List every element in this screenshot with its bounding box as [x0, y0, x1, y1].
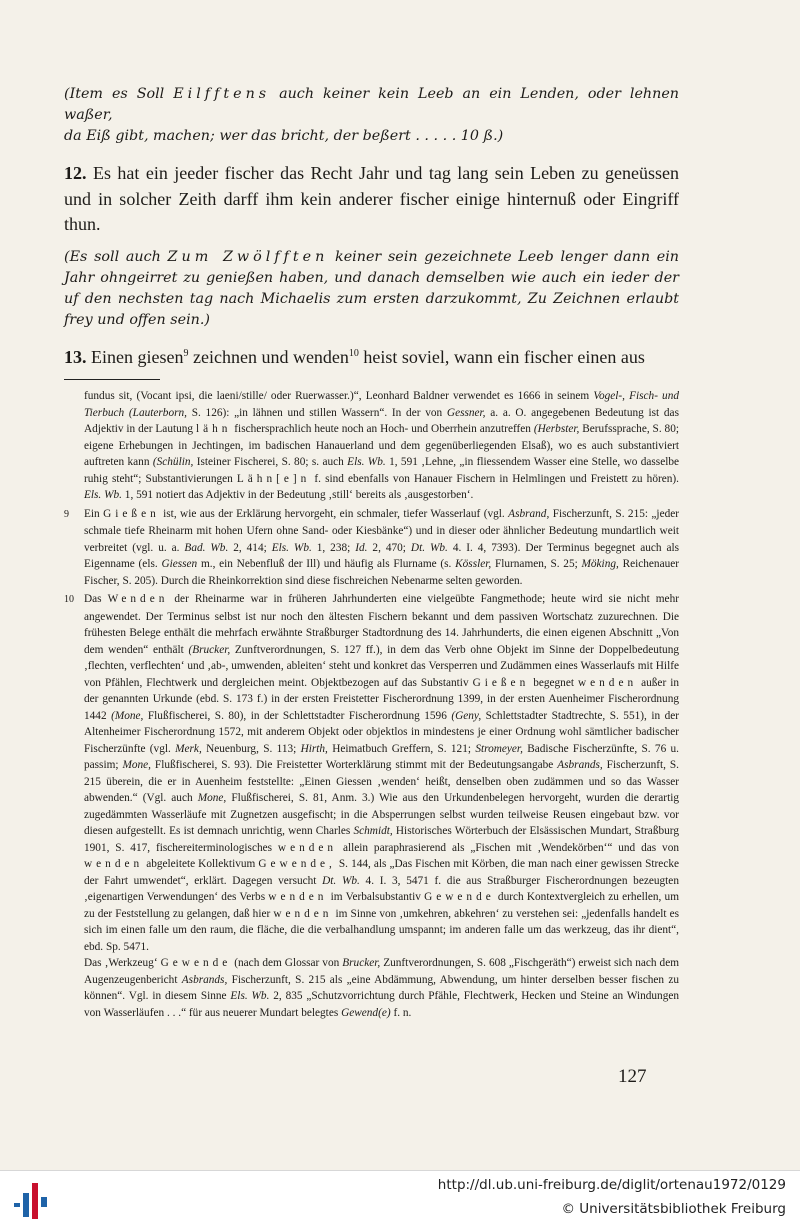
page-content — [64, 84, 679, 1021]
footnote-ref-9: 9 — [183, 347, 189, 359]
copyright-notice: © Universitätsbibliothek Freiburg — [561, 1201, 786, 1217]
footnote-9-label: 9 — [64, 508, 69, 520]
item-12-number: 12. — [64, 163, 87, 183]
footnote-ref-10: 10 — [348, 347, 359, 359]
footnote-10-label: 10 — [64, 594, 74, 605]
item-13: 13. Einen giesen$^9$ zeichnen und wenden$^{10}$ heist soviel, wann ein fischer einen aus — [64, 346, 645, 367]
viewer-footer — [0, 1170, 800, 1227]
item-11-note: (Item es Soll Eilfftens auch keiner kein Leeb an ein Lenden, oder lehnen waßer, da Eiß gibt, machen; wer das bricht, der beßert . . . . . 10 ß.) — [64, 86, 679, 144]
item-12-note: (Es soll auch Zum Zwölfften keiner sein gezeichnete Leeb lenger dann ein Jahr ohngeirret zu genießen haben, und danach demselben wie auch ein ieder der uf den nechsten tag nach Michaelis zum ersten darzukommt, Zu Zeichnen erlaubt frey und offen sein.) — [64, 248, 679, 328]
footnote-9: 9 Ein Gießen ist, wie aus der Erklärung hervorgeht, ein schmaler, tiefer Wasserlauf (vgl. Asbrand, Fischerzunft, S. 215: „jeder schmale tiefe Rheinarm mit hohen Ufern ohne Sand- oder Kiesbänke“) und in dieser oder ähnlicher Bedeutung mundartlich weit verbreitet (vgl. u. a. Bad. Wb. 2, 414; Els. Wb. 1, 238; Id. 2, 470; Dt. Wb. 4. I. 4, 7393). Der Terminus begegnet auch als Eigenname (els. Giessen m., ein Nebenfluß der Ill) und häufig als Flurname (s. Kössler, Flurnamen, S. 25; Möking, Reichenauer Fischer, S. 205). Durch die Rheinkorrektion sind diese fischreichen Nebenarme selten geworden. — [64, 507, 680, 587]
university-library-logo-icon — [14, 1181, 50, 1221]
item-13-number: 13. — [64, 346, 87, 367]
footnote-divider — [64, 379, 160, 380]
page-number: 127 — [618, 1066, 647, 1087]
footnote-10-continued: Das ‚Werkzeug‘ Gewende (nach dem Glossar von Brucker, Zunftverordnungen, S. 608 „Fischgeräth“) erweist sich nach dem Augenzeugenbericht Asbrands, Fischerzunft, S. 215 als „eine Abdämmung, Abwendung, um hinter derselben besser fischen zu können“. Vgl. in diesem Sinne Els. Wb. 2, 835 „Schutzvorrichtung durch Pfähle, Flechtwerk, Hecken und Steine an Windungen von Wasserläufen . . .“ für aus neuerer Mundart belegtes Gewend(e) f. n. — [84, 957, 680, 1019]
source-url-link[interactable]: http://dl.ub.uni-freiburg.de/diglit/ortenau1972/0129 — [437, 1177, 786, 1193]
item-12: 12. Es hat ein jeeder fischer das Recht Jahr und tag lang sein Leben zu geneüssen und in solcher Zeith darff ihm kein anderer fischer einige hinternuß oder Eingriff thun. — [64, 163, 679, 234]
footnote-continuation: fundus sit, (Vocant ipsi, die laeni/stille/ oder Ruerwasser.)“, Leonhard Baldner verwendet es 1666 in seinem Vogel-, Fisch- und Tierbuch (Lauterborn, S. 126): „in lähnen und stillen Wassern“. In der von Gessner, a. a. O. angegebenen Bedeutung ist das Adjektiv in der Lautung lähn fischersprachlich heute noch an Hoch- und Oberrhein anzutreffen (Herbster, Berufssprache, S. 80; eigene Erhebungen in Jechtingen, im badischen Hanauerland und dem gegenüberliegenden Elsaß), wo es auch substantiviert auftreten kann (Schülin, Isteiner Fischerei, S. 80; s. auch Els. Wb. 1, 591 ‚Lehne, „in fliessendem Wasser eine Stelle, wo dasselbe ruhig steht“; Substantivierungen Lähn[e]n f. sind ebenfalls von Hanauer Fischern in Helmlingen und Freistett zu hören). Els. Wb. 1, 591 notiert das Adjektiv in der Bedeutung ‚still‘ bereits als ‚ausgestorben‘. — [84, 390, 680, 501]
footnote-10: 10 Das Wenden der Rheinarme war in früheren Jahrhunderten eine vielgeübte Fangmethode; heute wird sie nicht mehr angewendet. Der Terminus selbst ist nur noch den ältesten Fischern bekannt und dem passiven Wortschatz zuzurechnen. Die frühesten Belege enthält die mehrfach erwähnte Straßburger Stadtordnung des 14. Jahrhunderts, die einen eigenen Abschnitt „Von dem wenden“ enthält (Brucker, Zunftverordnungen, S. 127 ff.), in dem das Verb ohne Objekt im Sinne der Doppelbedeutung ‚flechten, verflechten‘ und ‚ab-, umwenden, ableiten‘ steht und konkret das Versperren und Zudämmen eines Wasserlaufs mit Hilfe von Pfählen, Flechtwerk und dergleichen meint. Objektbezogen auf das Substantiv Gießen begegnet wenden außer in der genannten Urkunde (ebd. S. 173 f.) in der ersten Freistetter Fischerordnung 1399, in der ersten Auenheimer Fischerordnung 1442 (Mone, Flußfischerei, S. 80), in der Schlettstadter Fischerordnung 1596 (Geny, Schlettstadter Stadtrechte, S. 551), in der Altenheimer Fischerordnung 1572, mit anderem Objekt oder objektlos in mindestens je einer Ordnung wohl sämtlicher badischer Fischerzünfte (vgl. Merk, Neuenburg, S. 113; Hirth, Heimatbuch Greffern, S. 121; Stromeyer, Badische Fischerzünfte, S. 76 u. passim; Mone, Flußfischerei, S. 93). Die Freistetter Worterklärung stimmt mit der Bedeutungsangabe Asbrands, Fischerzunft, S. 215 überein, die er in Auenheim feststellte: „Einen Giessen ‚wenden‘ heißt, denselben oben zudämmen und so das Wasser abwenden.“ (Vgl. auch Mone, Flußfischerei, S. 81, Anm. 3.) Wie aus den Urkundenbelegen hervorgeht, wurden die derartig zugedämmten Wasserläufe mit Zugnetzen ausgefischt; in die Absperrungen selbst wurden teilweise Reusen eingebaut bzw. vor diesen aufgestellt. Es ist demnach unrichtig, wenn Charles Schmidt, Historisches Wörterbuch der Elsässischen Mundart, Straßburg 1901, S. 417, fischereiterminologisches wenden allein paraphrasierend als „Fischen mit ‚Wendekörben‘“ und das von wenden abgeleitete Kollektivum Gewende, S. 144, als „Das Fischen mit Körben, die man nach einer gewissen Strecke der Fahrt umwendet“, erklärt. Dagegen versucht Dt. Wb. 4. I. 3, 5471 f. die aus Straßburger Fischerordnungen bezeugten ‚eigenartigen Verwendungen‘ des Verbs wenden im Verbalsubstantiv Gewende durch Kontextvergleich zu erhellen, um zu der Feststellung zu gelangen, daß hier wenden im Sinne von ‚umkehren, abkehren‘ zu verstehen sei: „jedenfalls handelt es sich im einen falle um den raum, die fläche, die die verbalhandlung umspannt; im anderen falle um das werkzeug, das ihr dient“, ebd. Sp. 5471. — [64, 593, 680, 953]
